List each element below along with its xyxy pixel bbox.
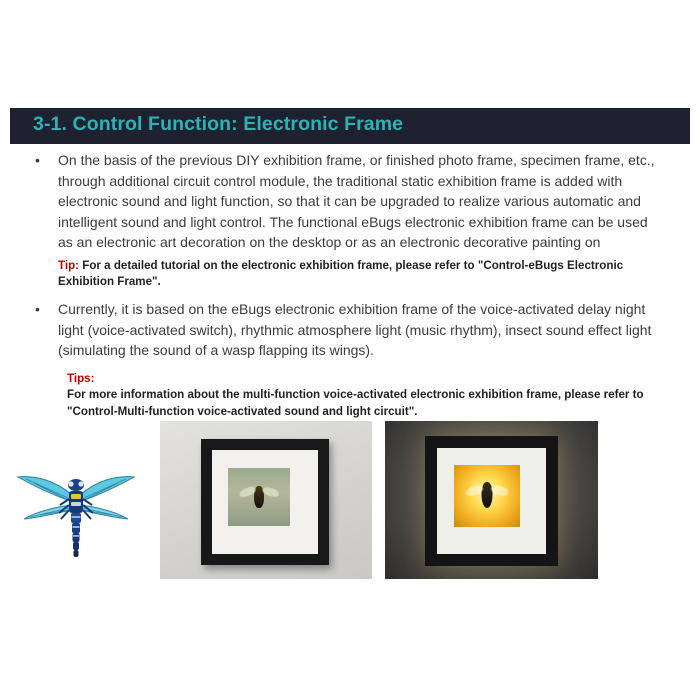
page-title: 3-1. Control Function: Electronic Frame: [33, 113, 404, 135]
bullet-marker: •: [35, 152, 40, 168]
slide-body: [33, 150, 665, 428]
tip-note-1: [58, 258, 658, 291]
wing-left: [465, 483, 485, 497]
wing-left: [238, 485, 257, 498]
dragonfly-illustration: [12, 455, 140, 565]
tip-label: Tips:: [67, 371, 95, 385]
wing-right: [261, 485, 280, 498]
dragonfly-svg: [12, 455, 140, 565]
wasp-specimen: [482, 482, 493, 508]
bullet-item: [33, 299, 665, 361]
tip-label: Tip:: [58, 258, 80, 272]
wing-right: [490, 483, 510, 497]
frame-mat: [437, 448, 546, 554]
specimen-panel-lit: [454, 465, 520, 527]
bullet-text: Currently, it is based on the eBugs electronic exhibition frame of the voice-activated delay night light (voice-activated switch), rhythmic atmosphere light (music rhythm), insect sound effect light (simulating the sound of a wasp flapping its wings).: [58, 300, 652, 359]
tip-body: For more information about the multi-function voice-activated electronic exhibition frame, please refer to "Control-Multi-function voice-activated sound and light circuit".: [67, 388, 644, 418]
frame-border: [425, 436, 558, 566]
tip-body: For a detailed tutorial on the electronic exhibition frame, please refer to "Control-eBugs Electronic Exhibition Frame".: [58, 258, 624, 289]
wasp-specimen: [254, 486, 264, 508]
tip-note-2: [67, 371, 667, 421]
photo-frame-lit: [385, 421, 598, 579]
specimen-panel: [228, 468, 290, 526]
frame-border: [201, 439, 329, 565]
bullet-text: On the basis of the previous DIY exhibition frame, or finished photo frame, specimen frame, etc., through additional circuit control module, the traditional static exhibition frame is added with electronic sound and light function, so that it can be upgraded to realize various automatic and intelligent sound and light control. The functional eBugs electronic exhibition frame can be used as an electronic art decoration on the desktop or as an electronic decorative painting on: [58, 152, 655, 251]
bullet-item: [33, 150, 665, 253]
frame-mat: [212, 450, 318, 554]
photo-frame-unlit: [160, 421, 372, 579]
bullet-marker: •: [35, 300, 40, 317]
